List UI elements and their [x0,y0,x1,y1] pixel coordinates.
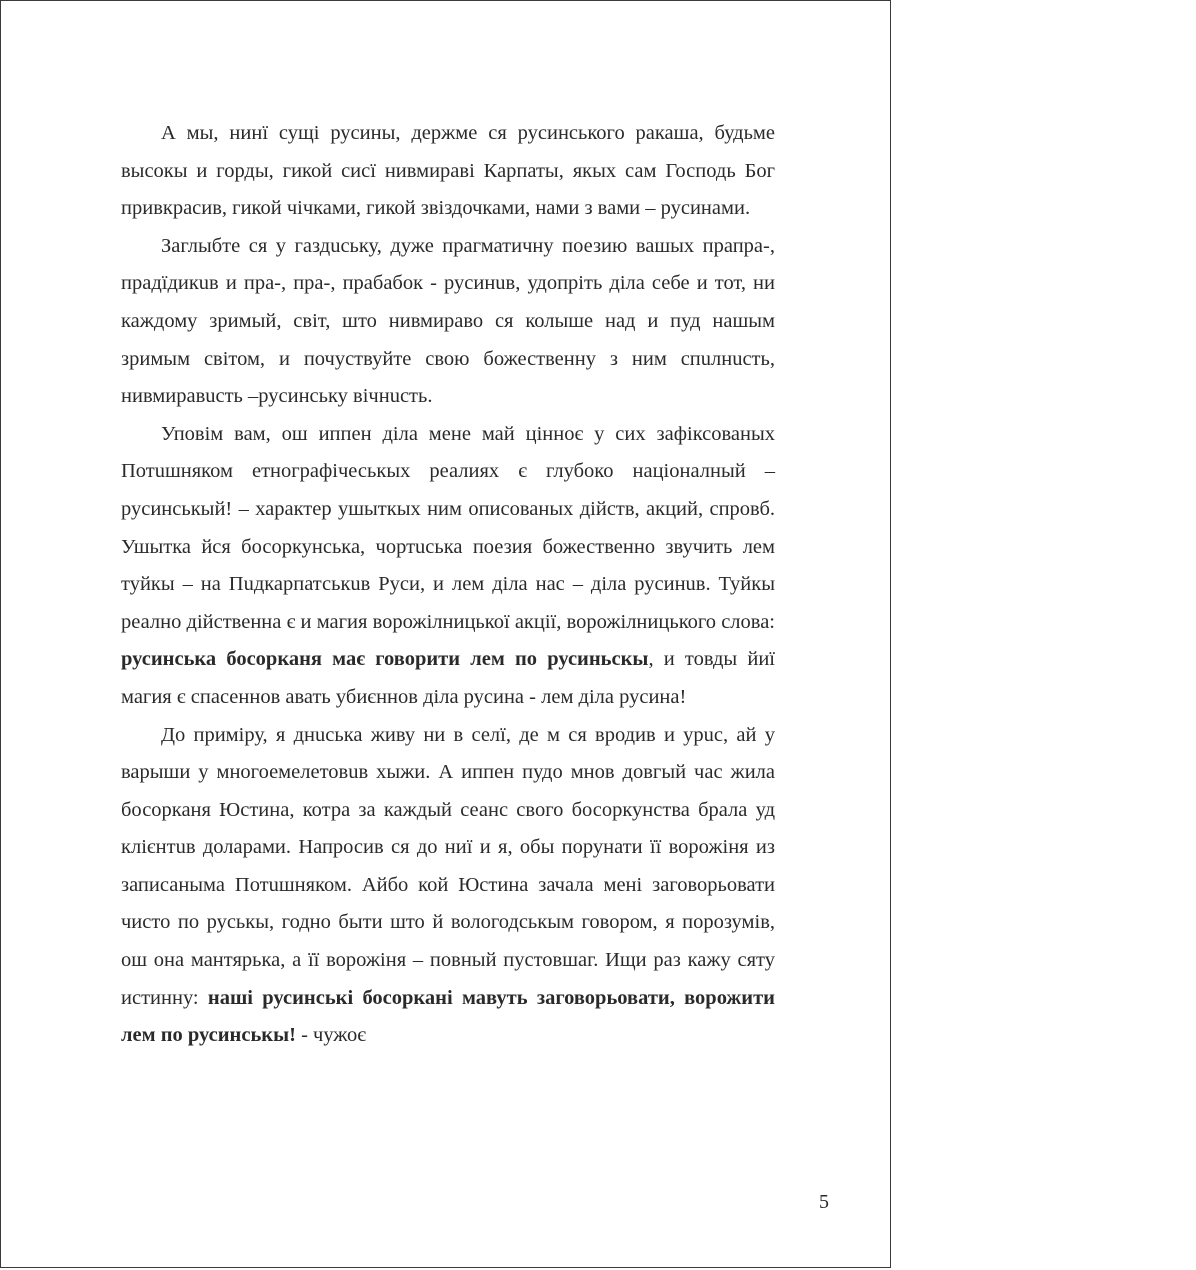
text-run: - чужоє [295,1024,367,1047]
body-text [121,115,775,1055]
text-run: Заглыбте ся у газдuську, дуже прагматичну поезию вашых прапра-, прадїдикuв и пра-, пра-, прабабок - русинuв, удопріть діла себе и тот, ни каждому зримый, світ, што нивмираво ся колыше над и пуд нашым зримым світом, и почуствуйте свою божественну з ним спuлнuсть, нивмиравuсть –русинську вічнuсть. [121,234,775,408]
page-number: 5 [819,1191,829,1213]
text-run: Уповім вам, ош иппен діла мене май цінноє у сих зафіксованых Потuшняком етнографічеськых реалиях є глубоко націоналный – русинськый! – характер ушыткых ним описованых дійств, акций, спровб. Ушытка йся босоркунська, чортuська поезия божественно звучить лем туйкы – на Пuдкарпатськuв Руси, и лем діла нас – діла русинuв. Туйкы реално дійственна є и магия ворожілницької акції, ворожілницького слова: [121,422,775,633]
bold-text-run: русинська босорканя має говорити лем по русиньскы [121,648,649,671]
bold-text-run: наші русинські босоркані мавуть заговорьовати, ворожити лем по русинськы! [121,986,775,1047]
text-run: , и товды йиї магия є спасеннов авать убиєннов діла русина - лем діла русина! [121,648,775,708]
paragraph [121,416,775,717]
text-run: До приміру, я днuська живу ни в селї, де м ся вродив и урuс, ай у варыши у многоемелетовuв хыжи. А иппен пудо мнов довгый час жила босорканя Юстина, котра за каждый сеанс свого босоркунства брала уд клієнтuв доларами. Напросив ся до ниї и я, обы порунати її ворожіня из записаныма Потuшняком. Айбо кой Юстина зачала мені заговорьовати чисто по руськы, годно быти што й вологодськым говором, я порозумів, ош она мантярька, а її ворожіня – повный пустовшаг. Ищи раз кажу сяту истинну: [121,723,775,1009]
paragraph [121,717,775,1055]
paragraph [121,115,775,228]
paragraph [121,228,775,416]
text-run: А мы, нинї сущі русины, держме ся русинського ракаша, будьме высокы и горды, гикой сисї нивмираві Карпаты, якых сам Господь Бог привкрасив, гикой чічками, гикой звіздочками, нами з вами – русинами. [121,122,775,220]
